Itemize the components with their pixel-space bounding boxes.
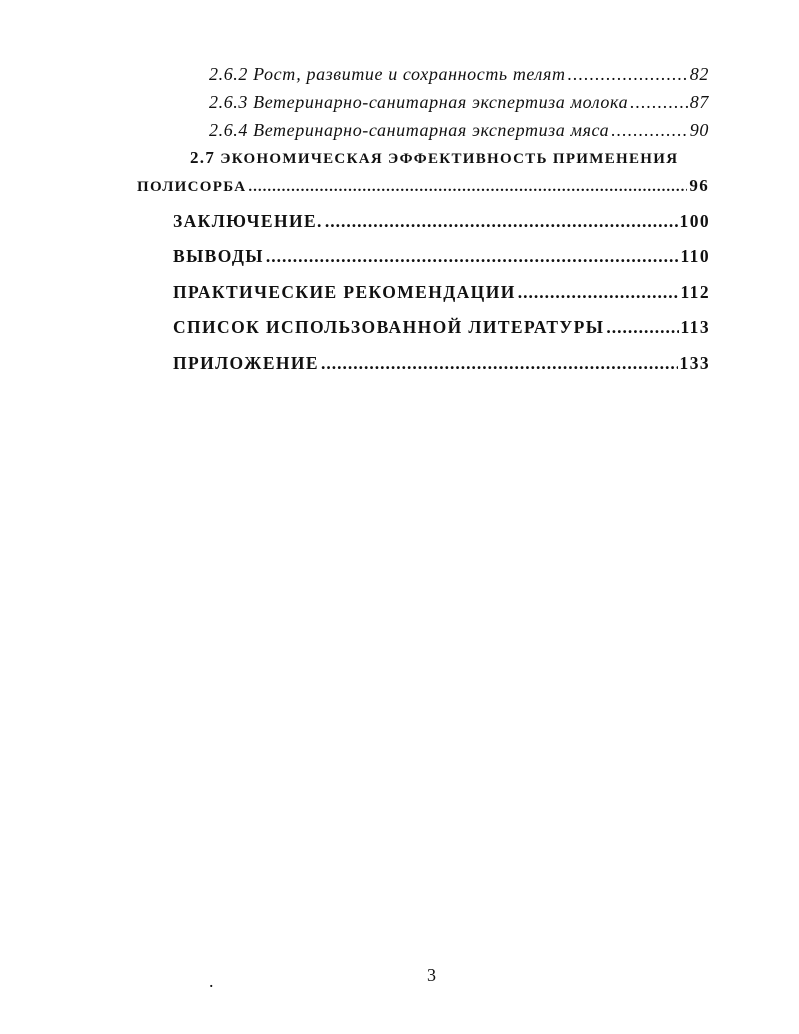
toc-entry-2-6-3[interactable] — [209, 90, 709, 114]
toc-entry-page: 133 — [679, 353, 710, 373]
dot-leader — [518, 279, 679, 305]
dot-leader — [630, 90, 688, 114]
toc-entry-title: 2.6.4 Ветеринарно-санитарная экспертиза мяса — [209, 120, 610, 140]
section-title-line1: ЭКОНОМИЧЕСКАЯ ЭФФЕКТИВНОСТЬ ПРИМЕНЕНИЯ — [220, 151, 679, 167]
toc-entry-page: 112 — [680, 282, 710, 302]
toc-entry-recommendations[interactable] — [173, 279, 710, 305]
toc-entry-findings[interactable] — [173, 243, 710, 269]
toc-entry-title: ПРАКТИЧЕСКИЕ РЕКОМЕНДАЦИИ — [173, 282, 516, 302]
toc-entry-page: 110 — [680, 246, 710, 266]
section-number: 2.7 — [190, 148, 216, 167]
toc-entry-title: ПРИЛОЖЕНИЕ — [173, 353, 320, 373]
toc-entry-page: 100 — [679, 211, 710, 231]
toc-entry-title: ЗАКЛЮЧЕНИЕ. — [173, 211, 323, 231]
toc-entry-title: 2.6.3 Ветеринарно-санитарная экспертиза молока — [209, 92, 629, 112]
toc-entry-2-7[interactable] — [137, 175, 709, 198]
page-number: 3 — [427, 965, 436, 985]
dot-leader — [606, 314, 678, 340]
toc-entry-title: ВЫВОДЫ — [173, 246, 264, 266]
toc-entry-page: 82 — [689, 64, 709, 84]
dot-leader — [266, 243, 679, 269]
toc-entry-2-6-4[interactable] — [209, 118, 709, 142]
toc-entry-conclusion[interactable] — [173, 208, 710, 234]
toc-entry-appendix[interactable] — [173, 350, 710, 376]
footer-dot: . — [209, 971, 214, 991]
dot-leader — [321, 350, 678, 376]
toc-entry-page: 96 — [689, 176, 709, 195]
toc-entry-page: 87 — [689, 92, 709, 112]
toc-entry-title: 2.6.2 Рост, развитие и сохранность телят — [209, 64, 566, 84]
dot-leader — [248, 176, 687, 198]
toc-entry-2-6-2[interactable] — [209, 62, 709, 86]
toc-entry-title: СПИСОК ИСПОЛЬЗОВАННОЙ ЛИТЕРАТУРЫ — [173, 317, 605, 337]
dot-leader — [611, 118, 688, 142]
toc-entry-bibliography[interactable] — [173, 314, 710, 340]
toc-entry-2-7-heading[interactable] — [190, 147, 678, 170]
section-title-line2: ПОЛИСОРБА — [137, 179, 247, 195]
toc-entry-page: 113 — [680, 317, 710, 337]
toc-entry-page: 90 — [689, 120, 709, 140]
dot-leader — [568, 62, 688, 86]
dot-leader — [325, 208, 678, 234]
